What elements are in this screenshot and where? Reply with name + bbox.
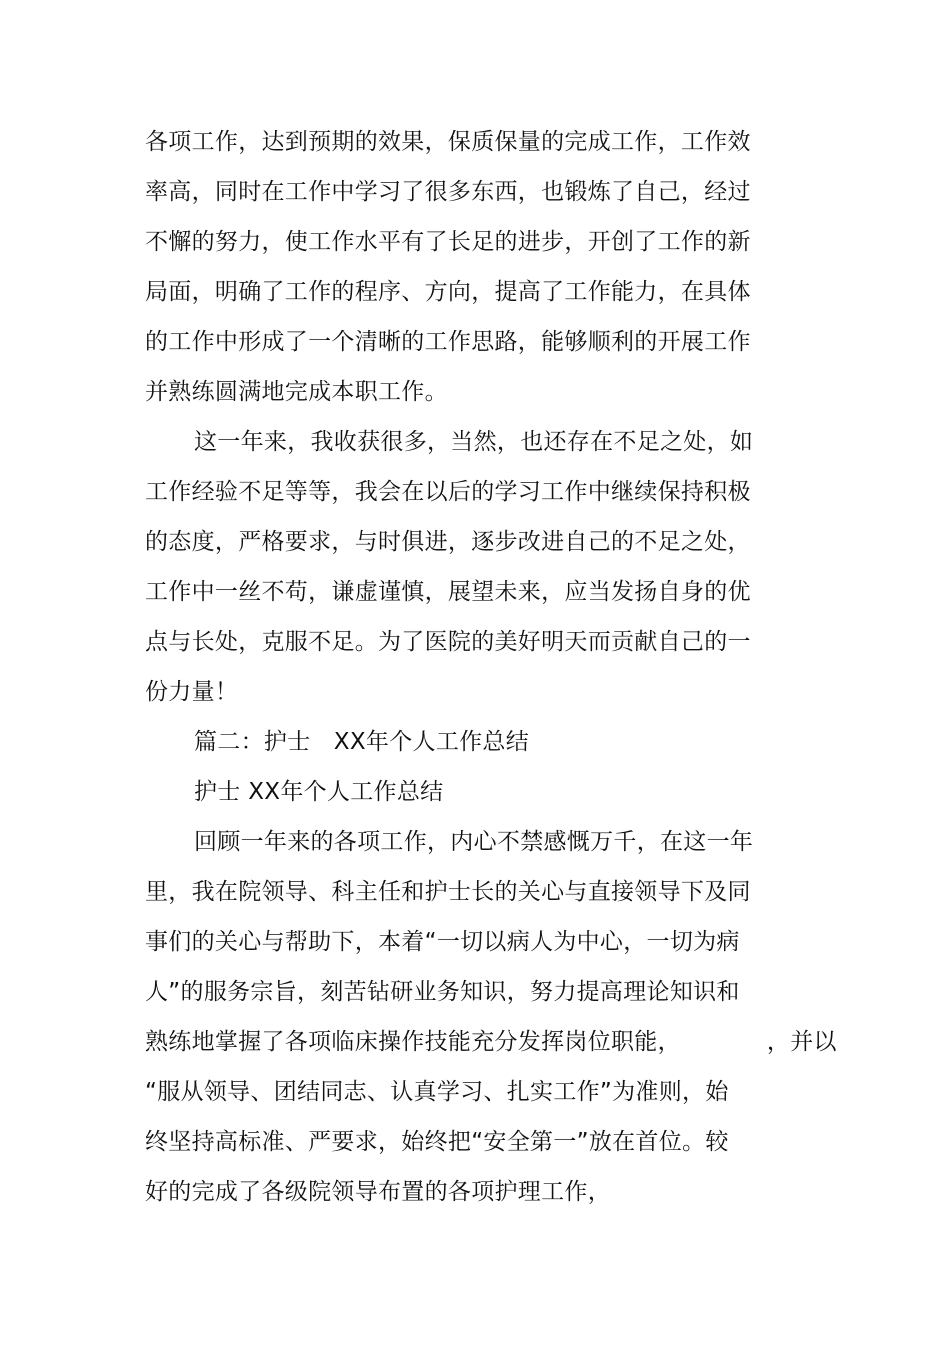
- paragraph-line: 事们的关心与帮助下，本着“一切以病人为中心，一切为病: [145, 929, 740, 955]
- paragraph-line: 并熟练圆满地完成本职工作。: [145, 379, 448, 405]
- paragraph-line-part: 熟练地掌握了各项临床操作技能充分发挥岗位职能，: [145, 1029, 681, 1055]
- paragraph-line: 里，我在院领导、科主任和护士长的关心与直接领导下及同: [145, 879, 751, 905]
- section-heading: 篇二：护士 XX年个人工作总结: [194, 729, 530, 755]
- paragraph-line: 率高，同时在工作中学习了很多东西，也锻炼了自己，经过: [145, 179, 751, 205]
- paragraph-line: 份力量！: [145, 679, 239, 705]
- paragraph-line: 局面，明确了工作的程序、方向，提高了工作能力，在具体: [145, 279, 751, 305]
- paragraph-line: 终坚持高标准、严要求，始终把“安全第一”放在首位。较: [145, 1129, 729, 1155]
- paragraph-line: 好的完成了各级院领导布置的各项护理工作，: [145, 1179, 611, 1205]
- paragraph-line: 工作经验不足等等，我会在以后的学习工作中继续保持积极: [145, 479, 751, 505]
- paragraph-line: 回顾一年来的各项工作，内心不禁感慨万千，在这一年: [194, 829, 754, 855]
- paragraph-line: 不懈的努力，使工作水平有了长足的进步，开创了工作的新: [145, 229, 751, 255]
- paragraph-line-part: ，并以: [766, 1029, 837, 1055]
- paragraph-line: 人”的服务宗旨，刻苦钻研业务知识，努力提高理论知识和: [145, 979, 740, 1005]
- paragraph-line: [145, 1027, 837, 1057]
- paragraph-line: 各项工作，达到预期的效果，保质保量的完成工作，工作效: [145, 129, 751, 155]
- section-title: 护士 XX年个人工作总结: [194, 779, 444, 805]
- paragraph-line: 点与长处，克服不足。为了医院的美好明天而贡献自己的一: [145, 629, 751, 655]
- paragraph-line: 这一年来，我收获很多，当然，也还存在不足之处，如: [194, 429, 754, 455]
- paragraph-line: 工作中一丝不苟，谦虚谨慎，展望未来，应当发扬自身的优: [145, 579, 751, 605]
- paragraph-line: “服从领导、团结同志、认真学习、扎实工作”为准则，始: [145, 1079, 729, 1105]
- paragraph-line: 的态度，严格要求，与时俱进，逐步改进自己的不足之处，: [145, 529, 751, 555]
- paragraph-line: 的工作中形成了一个清晰的工作思路，能够顺利的开展工作: [145, 329, 751, 355]
